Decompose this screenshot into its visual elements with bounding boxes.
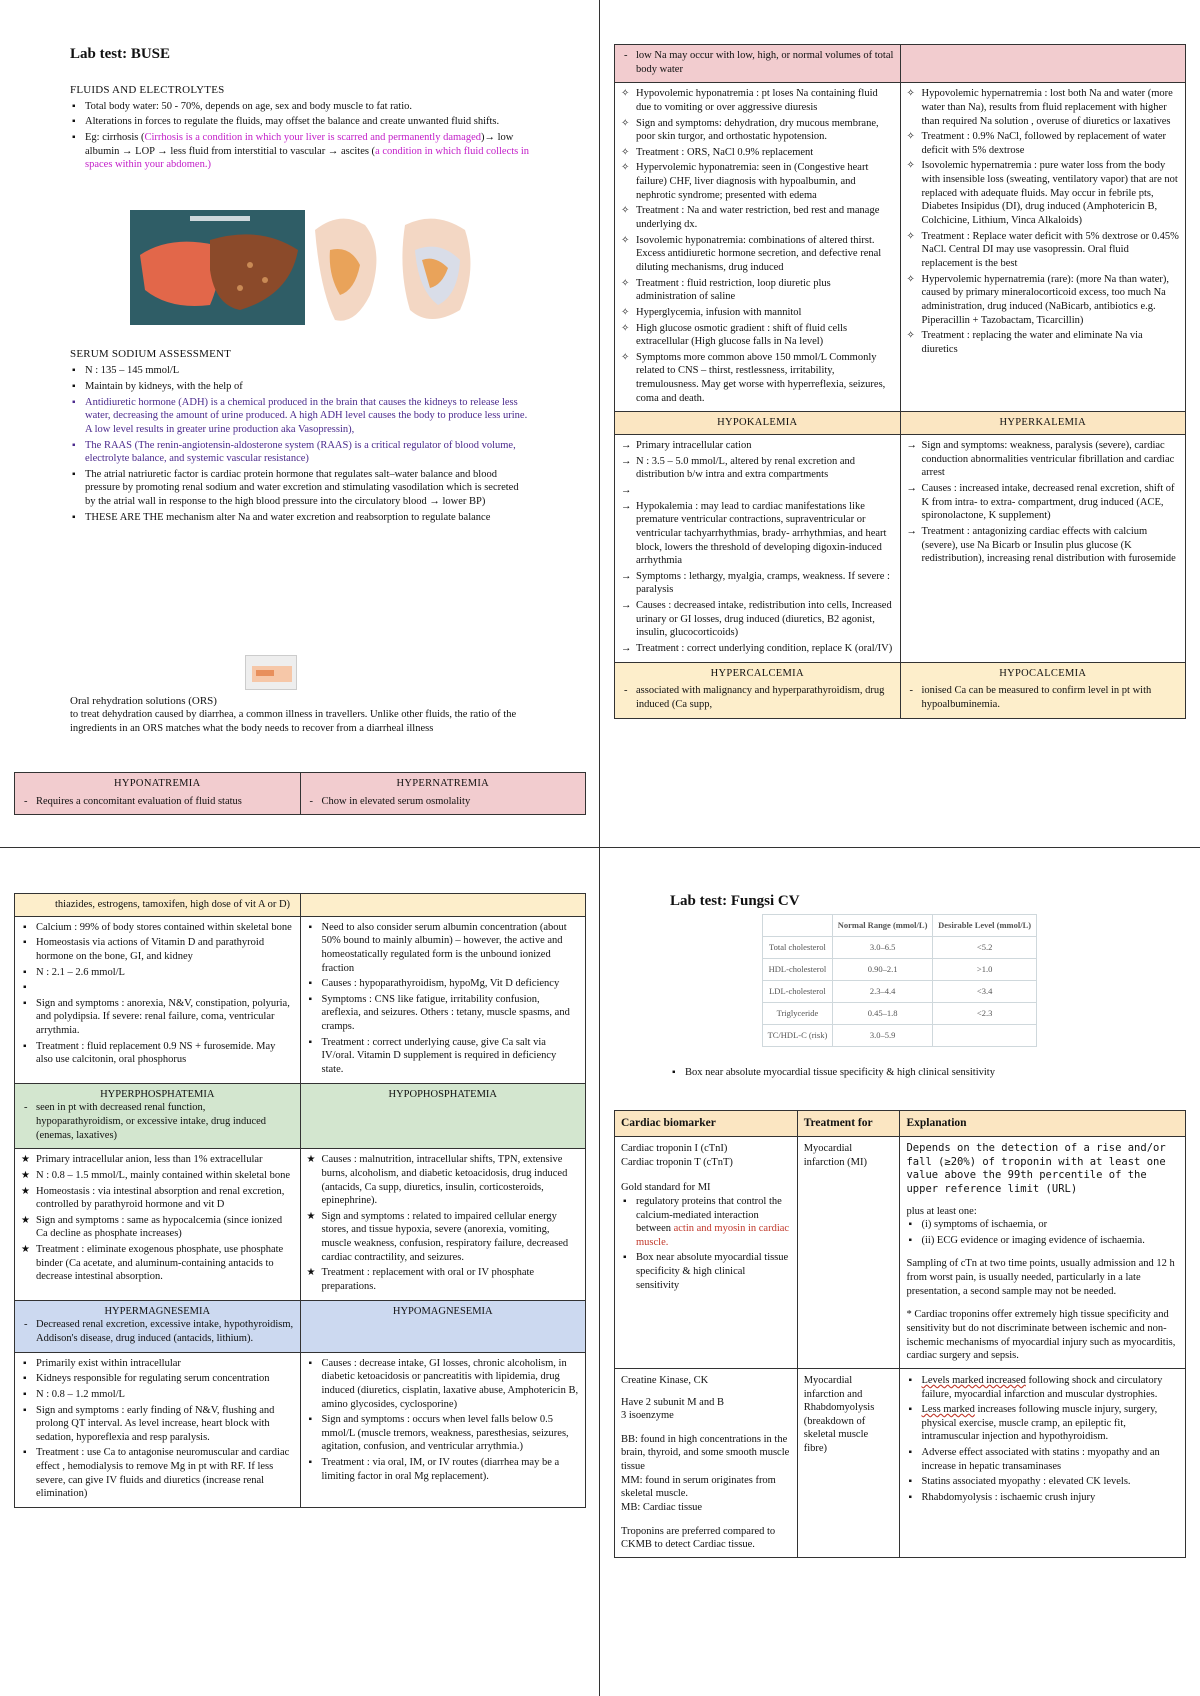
list-item: ▪ Adverse effect associated with statins : myopathy and an increase in hepatic transaminases: [906, 1446, 1179, 1473]
ref-table-cell: <2.3: [933, 1003, 1037, 1025]
list-item: ✧ Treatment : fluid restriction, loop diuretic plus administration of saline: [621, 277, 894, 304]
page-title: Lab test: Fungsi CV: [670, 893, 800, 909]
fluids-heading: FLUIDS AND ELECTROLYTES: [70, 83, 225, 96]
explanation-header: Explanation: [900, 1111, 1186, 1137]
list-item: ▪ Primarily exist within intracellular: [21, 1357, 294, 1371]
list-item: - Chow in elevated serum osmolality: [307, 795, 580, 809]
list-item: ▪ Symptoms : CNS like fatigue, irritability confusion, areflexia, and seizures. Others : tetany, muscle spasms, and cramps.: [307, 993, 580, 1034]
table-row: [763, 1025, 1037, 1047]
ref-table-cell: Triglyceride: [763, 1003, 833, 1025]
ref-table-header: Normal Range (mmol/L): [832, 915, 932, 937]
list-item: ▪ Need to also consider serum albumin concentration (about 50% bound to mainly albumin) – however, the active and homeostatically regulated form is the unbound ionized fraction: [307, 921, 580, 976]
list-item: ✧ Treatment : Replace water deficit with 5% dextrose or 0.45% NaCl. Central DI may use vasopressin. Oral fluid replacement is the best: [907, 230, 1180, 271]
fluids-list: [70, 100, 530, 172]
hypercalcemia-list: [21, 921, 294, 1067]
list-item: - ionised Ca can be measured to confirm level in pt with hypoalbuminemia.: [907, 684, 1180, 711]
list-item: ✧ Hyperglycemia, infusion with mannitol: [621, 306, 894, 320]
list-item: ▪ Antidiuretic hormone (ADH) is a chemical produced in the brain that causes the kidneys to release less water, decreasing the amount of urine produced. A high ADH level causes the body to produce less urine. A low level results in greater urine production aka Vasopressin),: [70, 396, 530, 437]
list-item: ✧ Symptoms more common above 150 mmol/L Commonly related to CNS – thirst, restlessness, irritability, tremulousness. May get worse with hyperreflexia, seizures, coma and death.: [621, 351, 894, 406]
list-item: ▪ Treatment : fluid replacement 0.9 NS + furosemide. May also use calcitonin, oral phosphorus: [21, 1040, 294, 1067]
ref-table-cell: <3.4: [933, 981, 1037, 1003]
page-electrolytes: [600, 0, 1200, 847]
list-item: ▪ The RAAS (The renin-angiotensin-aldosterone system (RAAS) is a critical regulator of blood volume, electrolyte balance, and systemic vascular resistance): [70, 439, 530, 466]
hyperkalemia-list: [907, 439, 1180, 566]
list-item: ▪ Levels marked increased following shock and circulatory failure, myocardial infarction and muscular dystrophies.: [906, 1374, 1179, 1401]
cardiac-biomarker-table: Cardiac biomarker Treatment for Explanation Cardiac troponin I (cTnI) Cardiac troponin T (cTnT) Gold standard for MI ▪ regulatory proteins that control the calcium-mediated interaction between actin and myosin in cardiac muscle. ▪ Box near absolute myocardial tissue specificity & high clinical sensitivity Myocardial infarction (MI) Depends on the detection of a rise and/or fall (≥20%) of troponin with at least one value above the 99th percentile of the upper reference limit (URL) plus at least one: ▪ (i) symptoms of ischaemia, or ▪ (ii) ECG evidence or imaging evidence of ischaemia. Sampling of cTn at two time points, usually admission and 12 h from worst pain, is usually needed, particularly in a late presentation, a second sample may not be needed. * Cardiac troponins offer extremely high tissue specificity and sensitivity but do not discriminate between ischemic and non-ischemic mechanisms of myocardial injury such as myocarditis, cardiac surgery and sepsis. Creatine Kinase, CK Have 2 subunit M and B 3 isoenzyme BB: found in high concentrations in the brain, thyroid, and some smooth muscle tissue MM: found in serum originates from skeletal muscle. MB: Cardiac tissue Troponins are preferred compared to CKMB to detect Cardiac tissue. Myocardial infarction and Rhabdomyolysis (breakdown of skeletal muscle fibre) ▪ Levels marked increased following shock and circulatory failure, myocardial infarction and muscular dystrophies. ▪ Less marked increases following muscle injury, surgery, physical exercise, muscle cramp, an epileptic fit, intramuscular injection and hypothyroidism. ▪ Adverse effect associated with statins : myopathy and an increase in hepatic transaminases ▪ Statins associated myopathy : elevated CK levels. ▪ Rhabdomyolysis : ischaemic crush injury: [614, 1110, 1186, 1558]
list-item: ▪ Calcium : 99% of body stores contained within skeletal bone: [21, 921, 294, 935]
ref-table-cell: LDL-cholesterol: [763, 981, 833, 1003]
treatment-header: Treatment for: [797, 1111, 900, 1137]
ors-title: Oral rehydration solutions (ORS): [70, 695, 217, 707]
list-item: → Treatment : antagonizing cardiac effects with calcium (severe), use Na Bicarb or Insulin plus glucose (K redistribution), increasing renal distribution with furosemide: [907, 525, 1180, 566]
list-item: ✧ Treatment : Na and water restriction, bed rest and manage underlying dx.: [621, 204, 894, 231]
list-item: ▪ Less marked increases following muscle injury, surgery, physical exercise, muscle cramp, an epileptic fit, intramuscular injection and hypothyroidism.: [906, 1403, 1179, 1444]
biomarker-header: Cardiac biomarker: [615, 1111, 798, 1137]
page-cardio: [600, 848, 1200, 1696]
list-item: → Primary intracellular cation: [621, 439, 894, 453]
list-item: ★ Primary intracellular anion, less than 1% extracellular: [21, 1153, 294, 1167]
list-item: - seen in pt with decreased renal function, hypoparathyroidism, or excessive intake, drug induced (enemas, laxatives): [21, 1101, 294, 1142]
list-item: → N : 3.5 – 5.0 mmol/L, altered by renal excretion and distribution b/w intra and extra compartments: [621, 455, 894, 482]
list-item: ✧ Isovolemic hypernatremia : pure water loss from the body with insensible loss (sweating, ventilatory vapor) that are not replaced with adequate fluids. May occur in febrile pts, Diabetes Insipidus (DI), drug induced (Amphotericin B, Colchicine, Lithium, Vinca Alkaloids): [907, 159, 1180, 227]
ref-table-cell: [933, 1025, 1037, 1047]
list-item: [21, 981, 294, 995]
page-calcium-phosphate-magnesium: [0, 848, 599, 1696]
hyponatremia-header: HYPONATREMIA: [15, 773, 301, 795]
hypokalemia-header: HYPOKALEMIA: [615, 412, 901, 435]
list-item: ▪ Kidneys responsible for regulating serum concentration: [21, 1372, 294, 1386]
list-item: ▪ Box near absolute myocardial tissue specificity & high clinical sensitivity: [621, 1251, 791, 1292]
hypomagnesemia-header: HYPOMAGNESEMIA: [300, 1300, 586, 1352]
lipid-reference-table: [762, 914, 1037, 1047]
list-item: ▪ Homeostasis via actions of Vitamin D and parathyroid hormone on the bone, GI, and kidney: [21, 936, 294, 963]
list-item: ▪ regulatory proteins that control the calcium-mediated interaction between actin and myosin in cardiac muscle.: [621, 1195, 791, 1250]
list-item: - Requires a concomitant evaluation of fluid status: [21, 795, 294, 809]
ref-table-cell: TC/HDL-C (risk): [763, 1025, 833, 1047]
hypomagnesemia-list: [307, 1357, 580, 1484]
list-item: - associated with malignancy and hyperparathyroidism, drug induced (Ca supp,: [621, 684, 894, 711]
hypokalemia-list: [621, 439, 894, 656]
ors-packet-image: [245, 655, 297, 690]
list-item: ▪ Total body water: 50 - 70%, depends on age, sex and body muscle to fat ratio.: [70, 100, 530, 114]
list-item: ★ Sign and symptoms : related to impaired cellular energy stores, and tissue hypoxia, severe (anorexia, vomiting, muscle weakness, confusion, respiratory failure, decreased cardiac contractility, and seizures.: [307, 1210, 580, 1265]
list-item: ✧ Isovolemic hyponatremia: combinations of altered thirst. Excess antidiuretic hormone secretion, and defective renal diluting mechanisms, drug induced: [621, 234, 894, 275]
sodium-heading: SERUM SODIUM ASSESSMENT: [70, 348, 232, 360]
list-item: → Sign and symptoms: weakness, paralysis (severe), cardiac conduction abnormalities ventricular fibrillation and cardiac arrest: [907, 439, 1180, 480]
list-item: → Causes : decreased intake, redistribution into cells, Increased urinary or GI losses, drug induced (diuretics, B2 agonist, insulin, glucocorticoids): [621, 599, 894, 640]
hypophosphatemia-list: [307, 1153, 580, 1293]
ref-table-cell: 3.0–5.9: [832, 1025, 932, 1047]
table-row: [763, 981, 1037, 1003]
list-item: ▪ Treatment : use Ca to antagonise neuromuscular and cardiac effect , hemodialysis to remove Mg in pt with RF. If less severe, can give IV fluids and diuretics (increase renal elimination): [21, 1446, 294, 1501]
electrolyte-table-continued: [14, 893, 586, 1508]
sodium-table: [14, 772, 586, 815]
list-item: ✧ Hypervolemic hypernatremia (rare): (more Na than water), caused by primary mineralocorticoid excess, too much Na administration, drug induced (NaBicarb, antibiotics e.g. Piperacillin + Tazobactam, Ticarcillin): [907, 273, 1180, 328]
hypermagnesemia-list: [21, 1357, 294, 1501]
table-row: [763, 937, 1037, 959]
list-item: ✧ Hypovolemic hypernatremia : lost both Na and water (more water than Na), results from fluid replacement with higher than required Na solution , overuse of diuretics or laxatives: [907, 87, 1180, 128]
ref-table-cell: Total cholesterol: [763, 937, 833, 959]
list-item: ▪ Causes : hypoparathyroidism, hypoMg, Vit D deficiency: [307, 977, 580, 991]
hypercalcemia-header: HYPERCALCEMIA: [615, 662, 901, 684]
list-item: - low Na may occur with low, high, or normal volumes of total body water: [621, 49, 894, 76]
list-item: ▪ Rhabdomyolysis : ischaemic crush injury: [906, 1491, 1179, 1505]
list-item: → Hypokalemia : may lead to cardiac manifestations like premature ventricular contractions, supraventricular or ventricular tachyarrhythmias, brady- arrhythmias, and heart block, lowers the threshold of developing digoxin-induced arrhythmia: [621, 500, 894, 568]
list-item: ▪ The atrial natriuretic factor is cardiac protein hormone that regulates salt–water balance and blood pressure by promoting renal sodium and water excretion and stimulating vasodilation which is secreted by the atrial wall in response to the high blood pressure into the circulatory blood → lower BP): [70, 468, 530, 509]
page-buse: [0, 0, 599, 847]
list-item: ★ N : 0.8 – 1.5 mmol/L, mainly contained within skeletal bone: [21, 1169, 294, 1183]
hyponatremia-list: [621, 87, 894, 405]
list-item: ★ Causes : malnutrition, intracellular shifts, TPN, extensive burns, alcoholism, and diabetic ketoacidosis, drug induced (antacids, Ca supp, diuretics, insulin, corticosteroids, epinephrine).: [307, 1153, 580, 1208]
ref-table-cell: <5.2: [933, 937, 1037, 959]
list-item: ★ Sign and symptoms : same as hypocalcemia (since ionized Ca decline as phosphate increases): [21, 1214, 294, 1241]
list-item: ★ Homeostasis : via intestinal absorption and renal excretion, controlled by parathyroid hormone and vit D: [21, 1185, 294, 1212]
list-item: ▪ N : 0.8 – 1.2 mmol/L: [21, 1388, 294, 1402]
hypophosphatemia-header: HYPOPHOSPHATEMIA: [300, 1083, 586, 1149]
list-item: ▪ Eg: cirrhosis (Cirrhosis is a condition in which your liver is scarred and permanently damaged)→ low albumin → LOP → less fluid from interstitial to vascular → ascites (a condition in which fluid collects in spaces within your abdomen.): [70, 131, 530, 172]
sodium-list: [70, 364, 530, 524]
ref-table-cell: >1.0: [933, 959, 1037, 981]
ascites-definition: a condition in which fluid collects in spaces within your abdomen.): [85, 145, 530, 171]
list-item: ▪ Alterations in forces to regulate the fluids, may offset the balance and create unwanted fluid shifts.: [70, 115, 530, 129]
list-item: thiazides, estrogens, tamoxifen, high dose of vit A or D): [15, 894, 301, 917]
ref-table-cell: 2.3–4.4: [832, 981, 932, 1003]
abdomen-ascites-illustration: [310, 210, 480, 330]
list-item: ▪ N : 135 – 145 mmol/L: [70, 364, 530, 378]
list-item: ✧ Treatment : replacing the water and eliminate Na via diuretics: [907, 329, 1180, 356]
table-row: [763, 1003, 1037, 1025]
ref-table-cell: 0.90–2.1: [832, 959, 932, 981]
list-item: ▪ N : 2.1 – 2.6 mmol/L: [21, 966, 294, 980]
list-item: ▪ Statins associated myopathy : elevated CK levels.: [906, 1475, 1179, 1489]
list-item: ✧ High glucose osmotic gradient : shift of fluid cells extracellular (High glucose falls in Na level): [621, 322, 894, 349]
list-item: ▪ Sign and symptoms : occurs when level falls below 0.5 mmol/L (muscle tremors, weakness, paresthesias, seizures, agitation, confusion, and ventricular arrythmia.): [307, 1413, 580, 1454]
electrolyte-table-continued: [614, 44, 1186, 719]
list-item: ▪ Treatment : via oral, IM, or IV routes (diarrhea may be a limiting factor in oral Mg replacement).: [307, 1456, 580, 1483]
list-item: ✧ Sign and symptoms: dehydration, dry mucous membrane, poor skin turgor, and orthostatic hypotension.: [621, 117, 894, 144]
ref-table-cell: HDL-cholesterol: [763, 959, 833, 981]
hyperkalemia-header: HYPERKALEMIA: [900, 412, 1186, 435]
hypocalcemia-header: HYPOCALCEMIA: [900, 662, 1186, 684]
list-item: ▪ Maintain by kidneys, with the help of: [70, 380, 530, 394]
list-item: ▪ Treatment : correct underlying cause, give Ca salt via IV/oral. Vitamin D supplement is required in deficiency state.: [307, 1036, 580, 1077]
list-item: → Treatment : correct underlying condition, replace K (oral/IV): [621, 642, 894, 656]
list-item: [621, 484, 894, 498]
cirrhosis-definition: Cirrhosis is a condition in which your liver is scarred and permanently damaged: [144, 132, 481, 144]
list-item: ✧ Treatment : 0.9% NaCl, followed by replacement of water deficit with 5% dextrose: [907, 130, 1180, 157]
hypernatremia-header: HYPERNATREMIA: [300, 773, 586, 795]
page-title: Lab test: BUSE: [70, 46, 171, 62]
ors-text: to treat dehydration caused by diarrhea, a common illness in travellers. Unlike other fluids, the ratio of the ingredients in an ORS matches what the body needs to recover from a diarrheal illness: [70, 709, 517, 734]
list-item: ★ Treatment : replacement with oral or IV phosphate preparations.: [307, 1266, 580, 1293]
ref-table-header: [763, 915, 833, 937]
list-item: ▪ Sign and symptoms : early finding of N&V, flushing and prolong QT interval. As level increase, heart block with sedation, hyporeflexia and resp paralysis.: [21, 1404, 294, 1445]
ref-table-cell: 3.0–6.5: [832, 937, 932, 959]
list-item: - Decreased renal excretion, excessive intake, hypothyroidism, Addison's disease, drug induced (antacids, lithium).: [21, 1318, 294, 1345]
list-item: ✧ Treatment : ORS, NaCl 0.9% replacement: [621, 146, 894, 160]
list-item: → Causes : increased intake, decreased renal excretion, shift of K from intra- to extra- compartment, drug induced (ACE, spironolactone, K supplement): [907, 482, 1180, 523]
hypocalcemia-list: [307, 921, 580, 1077]
hyperphosphatemia-header: HYPERPHOSPHATEMIA: [100, 1088, 215, 1100]
hyperphosphatemia-list: [21, 1153, 294, 1284]
list-item: ▪ Causes : decrease intake, GI losses, chronic alcoholism, in diabetic ketoacidosis or pancreatitis with lipidemia, drug induced (diuretics, cisplatin, laxative abuse, Amphotericin B, amino glycosides, cyclosporine): [307, 1357, 580, 1412]
liver-illustration: [130, 210, 305, 325]
hypernatremia-list: [907, 87, 1180, 356]
hypermagnesemia-header: HYPERMAGNESEMIA: [104, 1305, 211, 1317]
table-row: [763, 959, 1037, 981]
list-item: ▪ THESE ARE THE mechanism alter Na and water excretion and reabsorption to regulate balance: [70, 511, 530, 525]
ref-table-cell: 0.45–1.8: [832, 1003, 932, 1025]
list-item: → Symptoms : lethargy, myalgia, cramps, weakness. If severe : paralysis: [621, 570, 894, 597]
list-item: ✧ Hypovolemic hyponatremia : pt loses Na containing fluid due to vomiting or over aggressive diuresis: [621, 87, 894, 114]
list-item: ▪ Sign and symptoms : anorexia, N&V, constipation, polyuria, and polydipsia. If severe: renal failure, coma, ventricular arrythmia.: [21, 997, 294, 1038]
list-item: ✧ Hypervolemic hyponatremia: seen in (Congestive heart failure) CHF, liver diagnosis with hypoalbumin, and nephrotic syndrome; presented with edema: [621, 161, 894, 202]
ref-table-header: Desirable Level (mmol/L): [933, 915, 1037, 937]
list-item: ★ Treatment : eliminate exogenous phosphate, use phosphate binder (Ca acetate, and aluminum-containing antacids to decrease intestinal absorption.: [21, 1243, 294, 1284]
list-item: ▪ Box near absolute myocardial tissue specificity & high clinical sensitivity: [670, 1066, 1170, 1080]
